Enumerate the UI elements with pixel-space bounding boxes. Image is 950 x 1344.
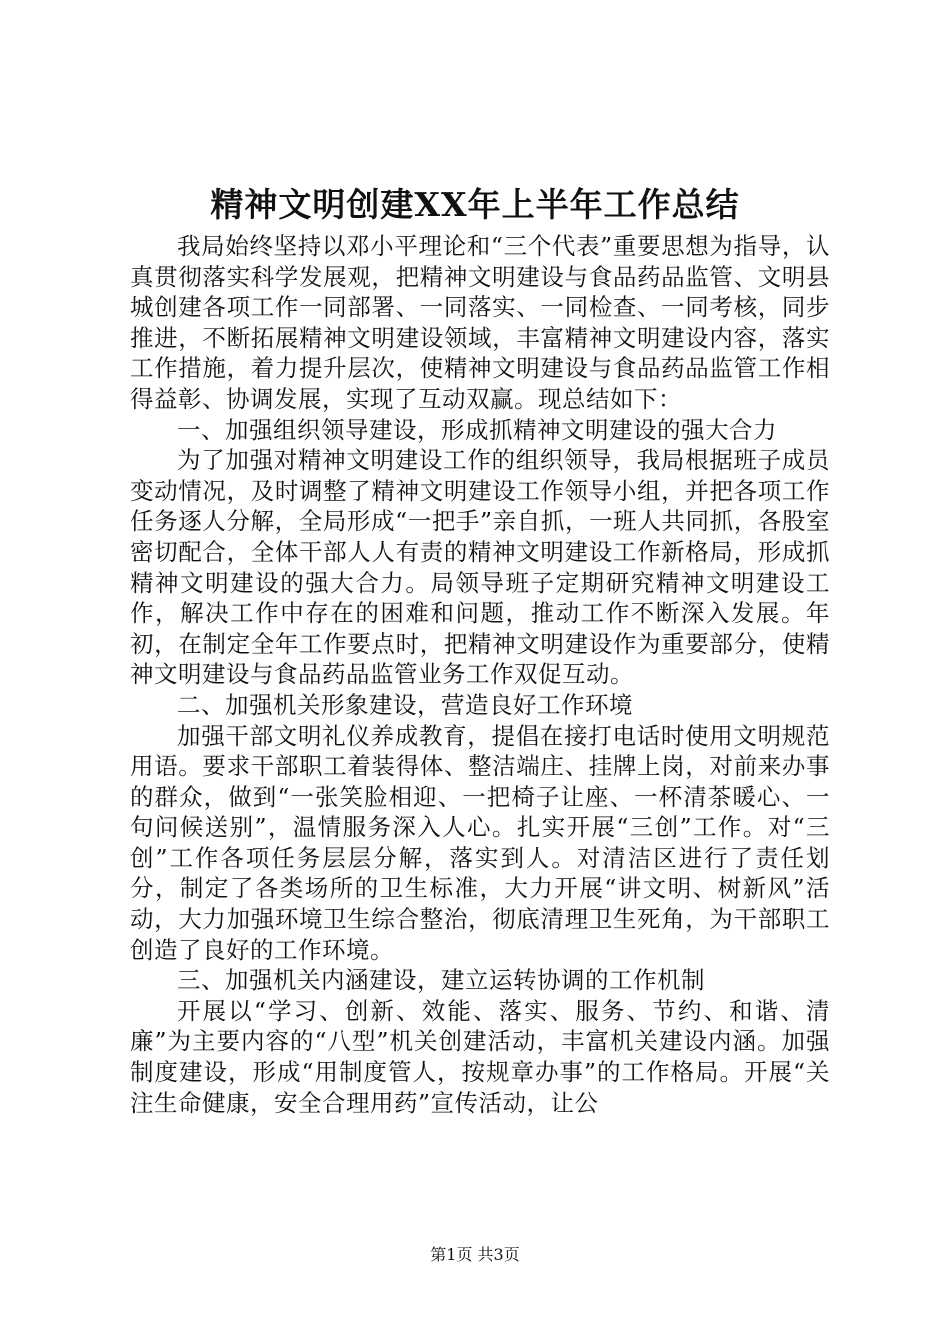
paragraph-section-3: 开展以“学习、创新、效能、落实、服务、节约、和谐、清廉”为主要内容的“八型”机关创建活动，丰富机关建设内涵。加强制度建设，形成“用制度管人，按规章办事”的工作格局。开展“关注生命健康，安全合理用药”宣传活动，让公 [130,996,830,1117]
document-title: 精神文明创建XX年上半年工作总结 [210,185,740,224]
paragraph-section-1: 为了加强对精神文明建设工作的组织领导，我局根据班子成员变动情况，及时调整了精神文明建设工作领导小组，并把各项工作任务逐人分解，全局形成“一把手”亲自抓，一班人共同抓，各股室密切配合，全体干部人人有责的精神文明建设工作新格局，形成抓精神文明建设的强大合力。局领导班子定期研究精神文明建设工作，解决工作中存在的困难和问题，推动工作不断深入发展。年初，在制定全年工作要点时，把精神文明建设作为重要部分，使精神文明建设与食品药品监管业务工作双促互动。 [130,446,830,689]
page-footer: 第1页 共3页 [430,1245,520,1264]
paragraph-section-2: 加强干部文明礼仪养成教育，提倡在接打电话时使用文明规范用语。要求干部职工着装得体、整洁端庄、挂牌上岗，对前来办事的群众，做到“一张笑脸相迎、一把椅子让座、一杯清茶暖心、一句问候送别”，温情服务深入人心。扎实开展“三创”工作。对“三创”工作各项任务层层分解，落实到人。对清洁区进行了责任划分，制定了各类场所的卫生标准，大力开展“讲文明、树新风”活动，大力加强环境卫生综合整治，彻底清理卫生死角，为干部职工创造了良好的工作环境。 [130,721,830,964]
document-body [130,231,830,1118]
section-heading-1: 一、加强组织领导建设，形成抓精神文明建设的强大合力 [177,415,777,444]
paragraph-intro: 我局始终坚持以邓小平理论和“三个代表”重要思想为指导，认真贯彻落实科学发展观，把精神文明建设与食品药品监管、文明县城创建各项工作一同部署、一同落实、一同检查、一同考核，同步推进，不断拓展精神文明建设领域，丰富精神文明建设内容，落实工作措施，着力提升层次，使精神文明建设与食品药品监管工作相得益彰、协调发展，实现了互动双赢。现总结如下： [130,232,830,413]
section-heading-3: 三、加强机关内涵建设，建立运转协调的工作机制 [177,966,705,995]
section-heading-2: 二、加强机关形象建设，营造良好工作环境 [177,690,633,719]
